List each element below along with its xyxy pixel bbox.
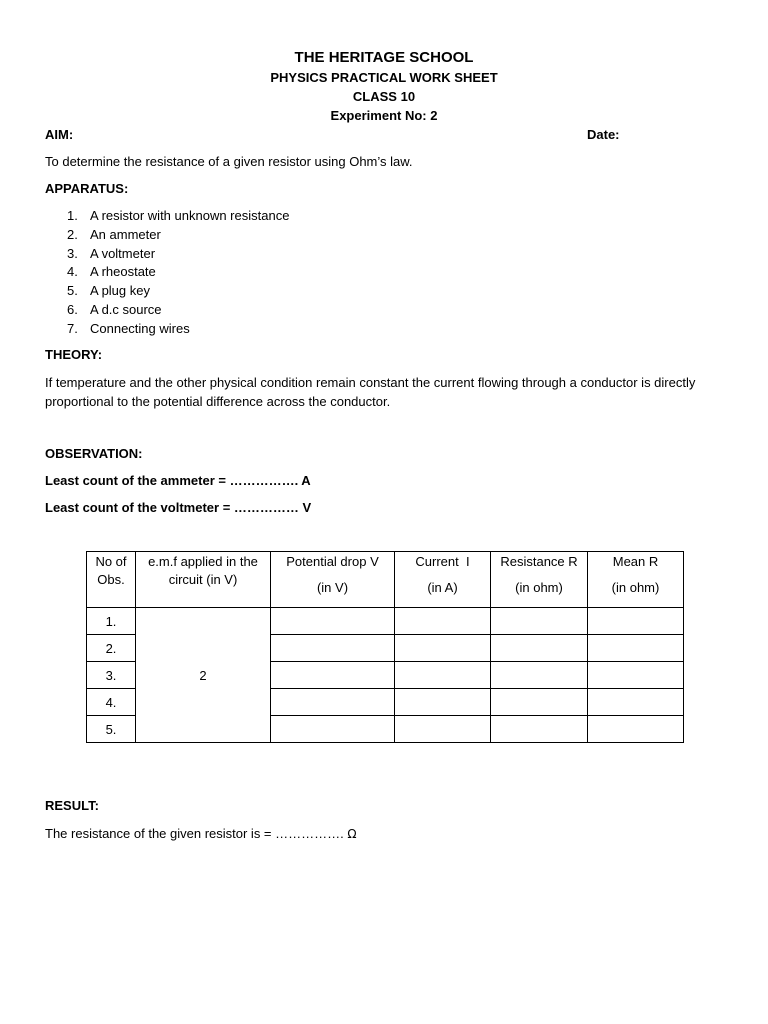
observation-label: OBSERVATION: (45, 446, 143, 461)
table-header-row (87, 552, 684, 608)
result-label: RESULT: (45, 798, 99, 813)
theory-text: If temperature and the other physical condition remain constant the current flowing through a conductor is directly proportional to the potential difference across the conductor. (45, 375, 696, 409)
list-number: 7. (67, 320, 78, 336)
list-item (67, 207, 289, 226)
result-line (45, 826, 357, 841)
obs-number-cell: 4. (87, 689, 136, 716)
list-text: Connecting wires (90, 320, 190, 336)
ohm-symbol: Ω (347, 827, 357, 841)
header-current: Current I (in A) (395, 552, 491, 608)
list-text: A resistor with unknown resistance (90, 208, 290, 223)
list-text: A plug key (90, 283, 150, 299)
mean-resistance-cell[interactable] (588, 608, 684, 635)
list-item (67, 263, 289, 282)
current-cell[interactable] (395, 689, 491, 716)
obs-number-cell: 5. (87, 716, 136, 743)
class-label: CLASS 10 (352, 89, 416, 104)
list-number: 6. (67, 301, 78, 317)
apparatus-list (67, 207, 289, 339)
current-cell[interactable] (395, 662, 491, 689)
potential-drop-cell[interactable] (271, 662, 395, 689)
resistance-cell[interactable] (491, 662, 588, 689)
current-cell[interactable] (395, 716, 491, 743)
list-number: 3. (67, 245, 78, 261)
list-item (67, 301, 289, 320)
mean-resistance-cell[interactable] (588, 662, 684, 689)
sheet-title: PHYSICS PRACTICAL WORK SHEET (270, 70, 498, 85)
mean-resistance-cell[interactable] (588, 635, 684, 662)
list-item (67, 226, 289, 245)
list-number: 5. (67, 283, 78, 299)
resistance-cell[interactable] (491, 716, 588, 743)
resistance-cell[interactable] (491, 689, 588, 716)
list-number: 4. (67, 264, 78, 280)
obs-number-cell: 1. (87, 608, 136, 635)
list-text: A d.c source (90, 301, 162, 317)
list-text: A voltmeter (90, 245, 156, 261)
list-item (67, 245, 289, 264)
date-label: Date: (587, 127, 620, 142)
potential-drop-cell[interactable] (271, 608, 395, 635)
header-resistance: Resistance R (in ohm) (491, 552, 588, 608)
obs-number-cell: 3. (87, 662, 136, 689)
experiment-number: Experiment No: 2 (330, 108, 438, 123)
list-text: A rheostate (90, 264, 156, 280)
voltmeter-least-count: Least count of the voltmeter = …………… V (45, 500, 312, 515)
mean-resistance-cell[interactable] (588, 689, 684, 716)
aim-text: To determine the resistance of a given resistor using Ohm’s law. (45, 154, 413, 169)
list-number: 1. (67, 208, 78, 223)
theory-label: THEORY: (45, 347, 103, 362)
header-emf: e.m.f applied in the circuit (in V) (136, 552, 271, 608)
resistance-cell[interactable] (491, 635, 588, 662)
potential-drop-cell[interactable] (271, 635, 395, 662)
current-cell[interactable] (395, 635, 491, 662)
list-item (67, 320, 289, 339)
header-mean-resistance: Mean R (in ohm) (588, 552, 684, 608)
aim-label: AIM: (45, 127, 74, 142)
apparatus-label: APPARATUS: (45, 181, 129, 196)
table-row (87, 608, 684, 635)
emf-value-cell: 2 (136, 608, 271, 743)
mean-resistance-cell[interactable] (588, 716, 684, 743)
potential-drop-cell[interactable] (271, 716, 395, 743)
resistance-cell[interactable] (491, 608, 588, 635)
current-cell[interactable] (395, 608, 491, 635)
ammeter-least-count: Least count of the ammeter = ……………. A (45, 473, 311, 488)
potential-drop-cell[interactable] (271, 689, 395, 716)
list-item (67, 282, 289, 301)
list-text: An ammeter (90, 226, 161, 242)
school-name: THE HERITAGE SCHOOL (294, 49, 474, 66)
header-obs-number: No of Obs. (87, 552, 136, 608)
observation-table (86, 551, 684, 743)
list-number: 2. (67, 226, 78, 242)
result-text: The resistance of the given resistor is = ……………. (45, 826, 344, 841)
obs-number-cell: 2. (87, 635, 136, 662)
header-potential-drop: Potential drop V (in V) (271, 552, 395, 608)
